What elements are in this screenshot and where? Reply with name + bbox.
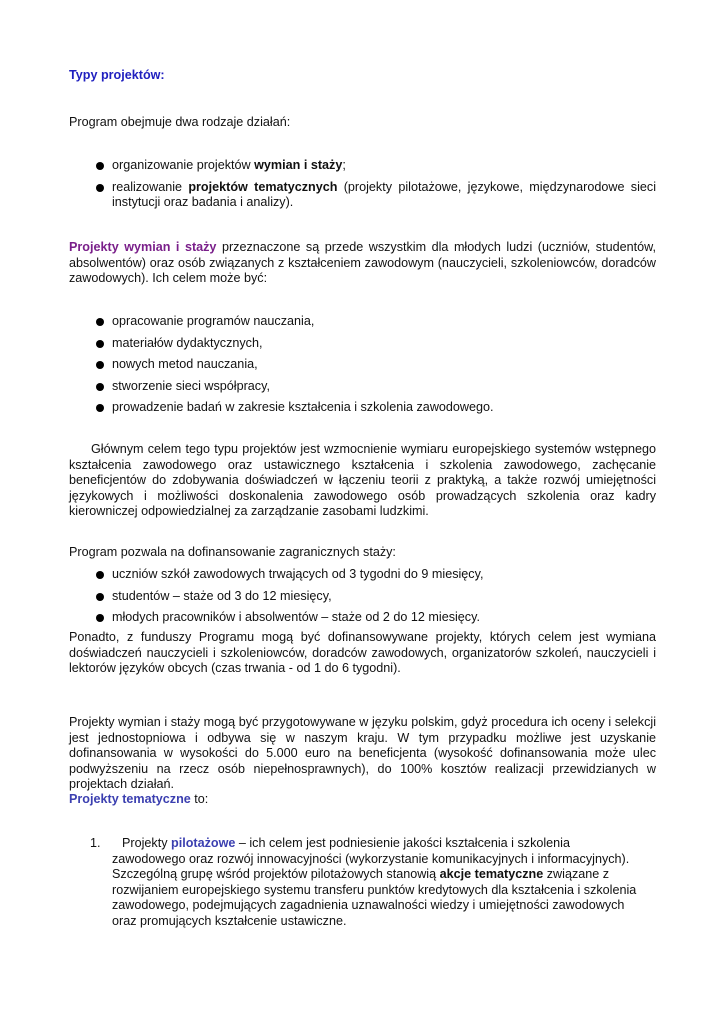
bullet-icon [96,318,104,326]
project-types-list [69,158,656,211]
main-goal-paragraph: Głównym celem tego typu projektów jest wzmocnienie wymiaru europejskiego systemów wstępnego kształcenia zawodowego oraz ustawicznego kształcenia i szkolenia zawodowego, zachęcanie beneficjentów do zdobywania doświadczeń w łączeniu teorii z praktyką, a także rozwój umiejętności językowych i możliwości doskonalenia zawodowego osób prowadzących szkolenia oraz kadry kierowniczej odpowiedzialnej za zarządzanie zasobami ludzkimi. [69,442,656,518]
goals-list [69,314,656,416]
additional-paragraph: Ponadto, z funduszy Programu mogą być dofinansowywane projekty, których celem jest wymiana doświadczeń nauczycieli i szkoleniowców, doradców zawodowych, organizatorów szkoleń, nauczycieli i lektorów języków obcych (czas trwania - od 1 do 6 tygodni). [69,630,656,675]
list-item: młodych pracowników i absolwentów – staże od 2 do 12 miesięcy. [69,610,656,626]
list-item: realizowanie projektów tematycznych (projekty pilotażowe, językowe, międzynarodowe sieci instytucji oraz badania i analizy). [69,180,656,211]
polish-language-paragraph: Projekty wymian i staży mogą być przygotowywane w języku polskim, gdyż procedura ich oceny i selekcji jest jednostopniowa i odbywa się w naszym kraju. W tym przypadku możliwe jest uzyskanie dofinansowania w wysokości do 5.000 euro na beneficjenta (wysokość dofinansowania może ulec podwyższeniu na rzecz osób niepełnosprawnych), do 100% kosztów realizacji przewidzianych w projektach działań. [69,715,656,791]
list-item: stworzenie sieci współpracy, [69,379,656,395]
funding-intro: Program pozwala na dofinansowanie zagranicznych staży: [69,545,396,559]
bullet-icon [96,571,104,579]
list-item: prowadzenie badań w zakresie kształcenia i szkolenia zawodowego. [69,400,656,416]
thematic-term: Projekty tematyczne [69,792,191,806]
thematic-heading: Projekty tematyczne to: [69,792,209,806]
list-item: organizowanie projektów wymian i staży; [69,158,656,174]
thematic-actions-term: akcje tematyczne [439,867,544,881]
internships-list [69,567,656,626]
list-item: uczniów szkół zawodowych trwających od 3 tygodni do 9 miesięcy, [69,567,656,583]
list-item: opracowanie programów nauczania, [69,314,656,330]
item-body: Projekty pilotażowe – ich celem jest podniesienie jakości kształcenia i szkolenia zawodowego oraz rozwój innowacyjności (wykorzystanie komunikacyjnych i informacyjnych). Szczególną grupę wśród projektów pilotażowych stanowią akcje tematyczne związane z rozwijaniem europejskiego systemu transferu punktów kredytowych dla kształcenia i szkolenia zawodowego, podejmujących zagadnienia uznawalności wiedzy i umiejętności zawodowych oraz promujących kształcenie ustawiczne. [112,836,637,928]
exchange-paragraph: Projekty wymian i staży przeznaczone są przede wszystkim dla młodych ludzi (uczniów, studentów, absolwentów) oraz osób związanych z kształceniem zawodowym (nauczycieli, szkoleniowców, doradców zawodowych). Ich celem może być: [69,240,656,285]
section-title: Typy projektów: [69,68,165,82]
intro-paragraph: Program obejmuje dwa rodzaje działań: [69,115,291,129]
item-number: 1. [90,836,101,850]
bullet-icon [96,162,104,170]
bullet-icon [96,614,104,622]
bullet-icon [96,404,104,412]
bullet-icon [96,383,104,391]
bullet-icon [96,361,104,369]
list-item: studentów – staże od 3 do 12 miesięcy, [69,589,656,605]
bullet-icon [96,184,104,192]
bullet-icon [96,593,104,601]
exchange-term: Projekty wymian i staży [69,240,217,254]
bullet-icon [96,340,104,348]
list-item: materiałów dydaktycznych, [69,336,656,352]
numbered-item [90,836,645,929]
pilot-term: pilotażowe [171,836,236,850]
list-item: nowych metod nauczania, [69,357,656,373]
